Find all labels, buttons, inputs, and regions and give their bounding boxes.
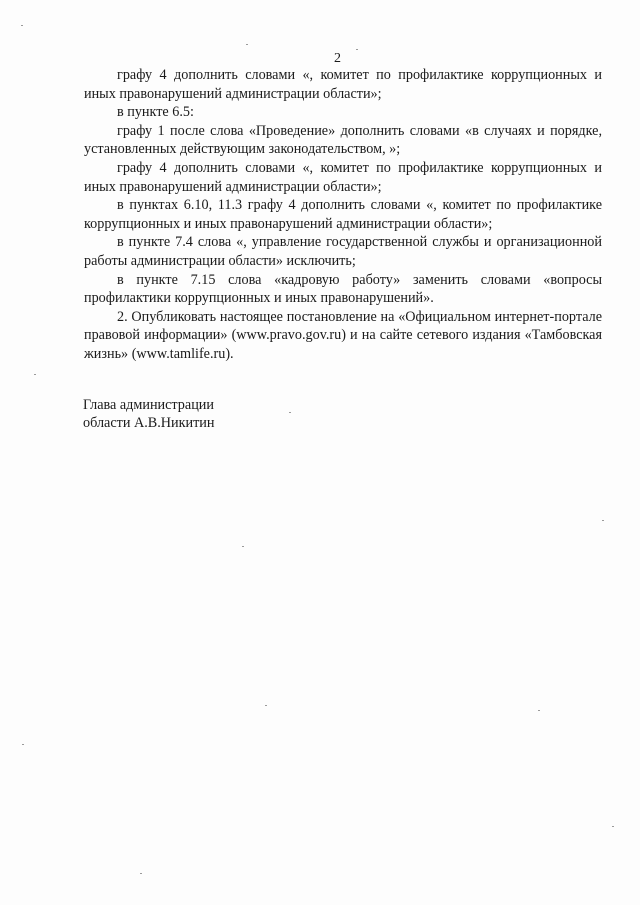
paragraph: 2. Опубликовать настоящее постановление на «Официальном интернет-портале правовой информации» (www.pravo.gov.ru) и на сайте сетевого издания «Тамбовская жизнь» (www.tamlife.ru). [84,308,602,362]
signature-title: Глава администрации [83,397,214,413]
scan-speck [602,520,604,521]
scan-speck [246,44,248,45]
paragraph: в пункте 7.4 слова «, управление государственной службы и организационной работы администрации области» исключить; [84,234,602,269]
paragraph: графу 1 после слова «Проведение» дополнить словами «в случаях и порядке, установленных действующим законодательством, »; [84,122,602,158]
scan-speck [356,49,358,50]
scan-speck [140,873,142,874]
scan-speck [265,705,267,706]
document-body [84,66,602,364]
scan-speck [34,374,36,375]
paragraph: графу 4 дополнить словами «, комитет по профилактике коррупционных и иных правонарушений администрации области»; [84,67,602,102]
scan-speck [21,25,23,26]
paragraph: в пунктах 6.10, 11.3 графу 4 дополнить словами «, комитет по профилактике коррупционных и иных правонарушений администрации области»; [84,197,602,232]
paragraph: графу 4 дополнить словами «, комитет по профилактике коррупционных и иных правонарушений администрации области»; [84,159,602,195]
scan-speck [612,826,614,827]
scan-speck [289,412,291,413]
signature-block [83,396,214,432]
scan-speck [242,546,244,547]
signature-name: области А.В.Никитин [83,415,215,431]
scan-speck [22,744,24,745]
page-number: 2 [334,51,341,66]
scan-speck [538,710,540,711]
paragraph: в пункте 6.5: [117,104,194,121]
paragraph: в пункте 7.15 слова «кадровую работу» заменить словами «вопросы профилактики коррупционных и иных правонарушений». [84,271,602,307]
